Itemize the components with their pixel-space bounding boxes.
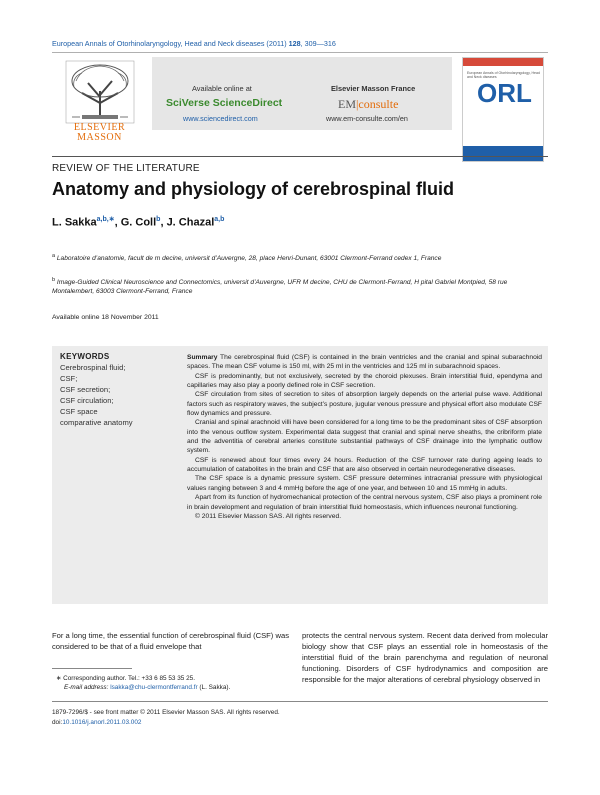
abstract-copyright: © 2011 Elsevier Masson SAS. All rights reserved. [195, 512, 342, 520]
abstract-paragraph: The CSF space is a dynamic pressure system. CSF pressure determines intracranial pressure with physiological values ranging between 3 and 4 mmHg before the age of one year, and between 10 and 15 mmHg in adults. [187, 475, 542, 492]
abstract-paragraph: Apart from its function of hydromechanical protection of the central nervous system, CSF also plays a prominent role in brain development and regulation of brain interstitial fluid homeostasis, which influences neuronal functioning. [187, 494, 542, 511]
keyword-item: CSF secretion; [60, 385, 111, 394]
author-sup[interactable]: b [156, 216, 161, 223]
keyword-item: Cerebrospinal fluid; [60, 363, 126, 372]
bottom-rule [52, 701, 548, 702]
keyword-item: CSF circulation; [60, 396, 114, 405]
header-rule [52, 156, 548, 157]
doi-line: doi:10.1016/j.anorl.2011.03.002 [52, 719, 142, 726]
keyword-item: CSF; [60, 374, 78, 383]
top-rule [52, 52, 548, 53]
author-sup[interactable]: a,b [214, 216, 225, 223]
body-column-1: For a long time, the essential function of cerebrospinal fluid (CSF) was considered to be that of a fluid envelope that [52, 631, 289, 651]
affiliation-b: $^b$ Image-Guided Clinical Neuroscience and Connectomics, universit d’Auvergne, UFR M decine, CHU de Clermont-Ferrand, H pital Gabriel Montpied, 58 rue Montalembert, 63003 Clermont-Ferrand, France [52, 277, 508, 296]
author-name[interactable]: G. Coll [120, 216, 157, 229]
sciverse-logo[interactable]: SciVerse ScienceDirect [166, 97, 283, 109]
abstract-paragraph: CSF is renewed about four times every 24 hours. Reduction of the CSF turnover rate during ageing leads to accumulation of catabolites in the brain and CSF that are also observed in certain neurodegenerative diseases. [187, 456, 542, 474]
issn-line: 1879-7296/$ - see front matter © 2011 Elsevier Masson SAS. All rights reserved. [52, 709, 280, 716]
journal-pages: , 309—316 [300, 39, 336, 48]
abstract-paragraph: CSF circulation from sites of secretion to sites of absorption largely depends on the arterial pulse wave. Additional factors such as respiratory waves, the subject’s posture, jugular venous pressure and physical effort also modulate CSF flow dynamics and pressure. [187, 391, 542, 418]
available-online-date: Available online 18 November 2011 [52, 314, 159, 321]
cover-title: ORL [477, 78, 532, 108]
elsevier-masson-france-label: Elsevier Masson France [331, 84, 416, 93]
author-name[interactable]: L. Sakka [52, 216, 97, 229]
available-online-label: Available online at [192, 84, 252, 93]
cover-subtitle: European Annals of Otorhinolaryngology, Head and Neck diseases [467, 71, 540, 79]
journal-cover [462, 57, 544, 162]
corresponding-author-note: ∗ Corresponding author. Tel.: +33 6 85 53 35 25. [56, 675, 196, 682]
journal-name: European Annals of Otorhinolaryngology, Head and Neck diseases (2011) [52, 39, 287, 48]
abstract-text [187, 353, 542, 521]
em-consulte-link[interactable]: www.em-consulte.com/en [326, 114, 408, 123]
author-list: L. Sakka$^{a,b,∗}$, G. Coll$^b$, J. Chazal$^{a,b}$ [52, 216, 225, 229]
cover-top-band [463, 58, 543, 66]
author-sup[interactable]: a,b,∗ [96, 216, 115, 223]
cover-bottom-band [463, 146, 543, 161]
summary-label: Summary [187, 354, 218, 361]
journal-citation [52, 39, 336, 48]
abstract-paragraph: Cranial and spinal arachnoid villi have been considered for a long time to be the predominant sites of CSF absorption into the venous outflow system. Experimental data suggest that cranial and spinal nerve sheaths, the cribriform plate and the adventitia of cerebral arteries constitute substantial pathways of CSF drainage into the lymphatic outflow system. [187, 419, 542, 455]
affiliation-a: $^a$ Laboratoire d’anatomie, facult de m decine, universit d’Auvergne, 28, place Henri-Dunant, 63001 Clermont-Ferrand cedex 1, France [52, 253, 442, 263]
section-label: REVIEW OF THE LITERATURE [52, 163, 200, 174]
footnote-rule [52, 668, 132, 669]
author-name[interactable]: J. Chazal [166, 216, 215, 229]
keyword-item: CSF space [60, 407, 98, 416]
body-column-2: protects the central nervous system. Recent data derived from molecular biology show that CSF plays an essential role in homeostasis of the interstitial fluid of the brain parenchyma and regulation of neuronal functioning. Disorders of CSF hydrodynamics and composition are responsible for the major alterations of cerebral physiology observed in [302, 631, 548, 684]
sciencedirect-link[interactable]: www.sciencedirect.com [183, 114, 258, 123]
keyword-item: comparative anatomy [60, 418, 133, 427]
doi-link[interactable]: 10.1016/j.anorl.2011.03.002 [62, 719, 142, 726]
elsevier-wordmark: ELSEVIER MASSON [73, 122, 126, 143]
em-consulte-logo[interactable]: EM|consulte [338, 97, 399, 111]
keywords-heading: KEYWORDS [60, 352, 110, 361]
article-title: Anatomy and physiology of cerebrospinal fluid [52, 179, 455, 199]
abstract-paragraph: CSF is predominantly, but not exclusively, secreted by the choroid plexuses. Brain interstitial fluid, ependyma and capillaries may also play a poorly defined role in CSF secretion. [187, 372, 542, 390]
email-link[interactable]: lsakka@chu-clermontferrand.fr [110, 684, 198, 691]
abstract-paragraph: Summary The cerebrospinal fluid (CSF) is contained in the brain ventricles and the cranial and spinal subarachnoid spaces. The mean CSF volume is 150 ml, with 25 ml in the ventricles and 125 ml in subarachnoid spaces. [187, 354, 542, 371]
journal-volume: 128 [288, 39, 301, 48]
email-note: E-mail address: lsakka@chu-clermontferrand.fr (L. Sakka). [64, 684, 231, 691]
